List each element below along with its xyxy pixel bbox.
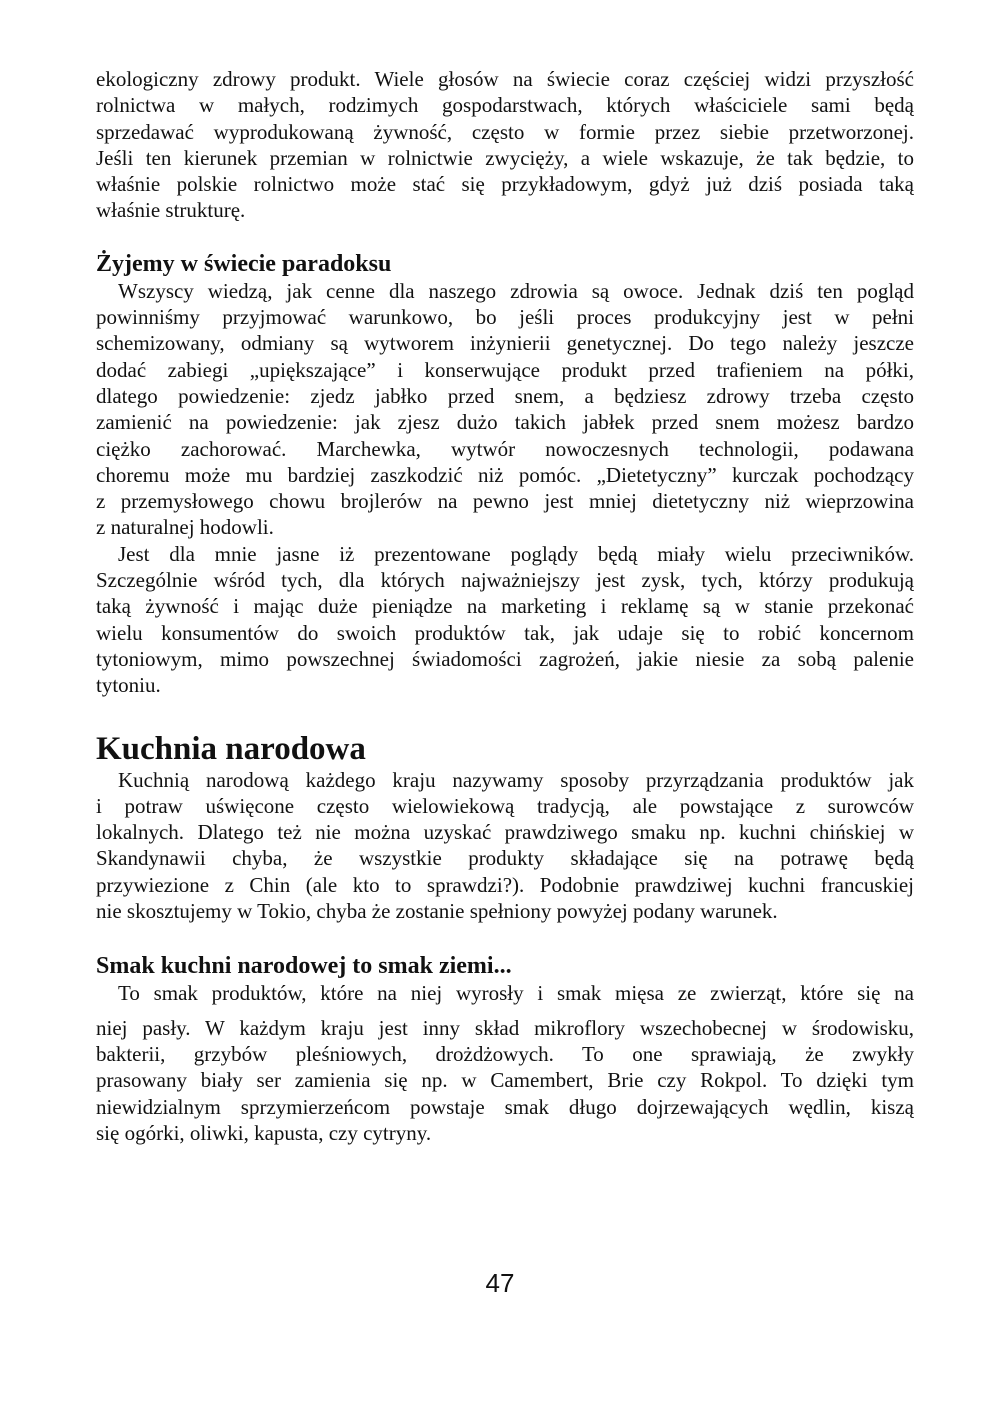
text-line: przywiezione z Chin (ale kto to sprawdzi?). Podobnie prawdziwej kuchni francuskiej <box>96 872 914 897</box>
page-number: 47 <box>485 1268 515 1298</box>
section-heading-taste-of-earth: Smak kuchni narodowej to smak ziemi... <box>96 953 512 980</box>
text-line: ciężko zachorować. Marchewka, wytwór nowoczesnych technologii, podawana <box>96 436 914 461</box>
text-line: nie skosztujemy w Tokio, chyba że zostanie spełniony powyżej podany warunek. <box>96 899 778 924</box>
text-line: schemizowany, odmiany są wytworem inżynierii genetycznej. Do tego należy jeszcze <box>96 331 914 356</box>
text-line: i potraw uświęcone często wielowiekową tradycją, ale powstające z surowców <box>96 793 914 818</box>
text-line: z przemysłowego chowu brojlerów na pewno jest mniej dietetyczny niż wieprzowina <box>96 489 914 514</box>
text-line: wielu konsumentów do swoich produktów tak, jak udaje się to robić koncernom <box>96 620 914 645</box>
text-line: sprzedawać wyprodukowaną żywność, często w formie przez siebie przetworzonej. <box>96 119 914 144</box>
text-line: Skandynawii chyba, że wszystkie produkty składające się na potrawę będą <box>96 846 914 871</box>
paradox-paragraph-2 <box>96 541 914 699</box>
text-line: z naturalnej hodowli. <box>96 515 274 540</box>
text-line: choremu może mu bardziej zaszkodzić niż pomóc. „Dietetyczny” kurczak pochodzący <box>96 462 914 487</box>
taste-of-earth-paragraph <box>96 980 914 1146</box>
text-line: bakterii, grzybów pleśniowych, drożdżowych. To one sprawiają, że zwykły <box>96 1041 914 1066</box>
section-heading-paradox: Żyjemy w świecie paradoksu <box>96 250 392 277</box>
text-line: niewidzialnym sprzymierzeńcom powstaje smak długo dojrzewających wędlin, kiszą <box>96 1094 914 1119</box>
text-line: niej pasły. W każdym kraju jest inny skład mikroflory wszechobecnej w środowisku, <box>96 1015 914 1040</box>
text-line: Kuchnią narodową każdego kraju nazywamy sposoby przyrządzania produktów jak <box>118 767 914 792</box>
text-line: dodać zabiegi „upiększające” i konserwujące produkt przed trafieniem na półki, <box>96 357 914 382</box>
text-line: rolnictwa w małych, rodzimych gospodarstwach, których właściciele sami będą <box>96 93 914 118</box>
paradox-paragraph-1 <box>96 278 914 541</box>
text-line: ekologiczny zdrowy produkt. Wiele głosów na świecie coraz częściej widzi przyszłość <box>96 67 914 91</box>
text-line: Wszyscy wiedzą, jak cenne dla naszego zdrowia są owoce. Jednak dziś ten pogląd <box>118 278 914 303</box>
section-heading-national-cuisine: Kuchnia narodowa <box>96 730 366 767</box>
text-line: powinniśmy przyjmować warunkowo, bo jeśli proces produkcyjny jest w pełni <box>96 305 914 330</box>
text-line: właśnie strukturę. <box>96 198 246 223</box>
text-line: tytoniowym, mimo powszechnej świadomości zagrożeń, jakie niesie za sobą palenie <box>96 646 914 671</box>
text-line: właśnie polskie rolnictwo może stać się przykładowym, gdyż już dziś posiada taką <box>96 172 914 197</box>
text-line: prasowany biały ser zamienia się np. w Camembert, Brie czy Rokpol. To dzięki tym <box>96 1068 914 1093</box>
text-line: tytoniu. <box>96 673 161 698</box>
intro-paragraph <box>96 66 914 224</box>
page-content <box>96 66 914 1146</box>
text-line: dlatego powiedzenie: zjedz jabłko przed snem, a będziesz zdrowy trzeba często <box>96 383 914 408</box>
text-line: To smak produktów, które na niej wyrosły i smak mięsa ze zwierząt, które się na <box>118 981 914 1006</box>
text-line: się ogórki, oliwki, kapusta, czy cytryny. <box>96 1120 432 1145</box>
text-line: Jeśli ten kierunek przemian w rolnictwie zwycięży, a wiele wskazuje, że tak będzie, to <box>96 145 914 170</box>
text-line: taką żywność i mając duże pieniądze na marketing i reklamę są w stanie przekonać <box>96 594 914 619</box>
text-line: Szczególnie wśród tych, dla których najważniejszy jest zysk, tych, którzy produkują <box>96 568 914 593</box>
text-line: zamienić na powiedzenie: jak zjesz dużo takich jabłek przed snem możesz bardzo <box>96 410 914 435</box>
national-cuisine-paragraph <box>96 767 914 925</box>
text-line: lokalnych. Dlatego też nie można uzyskać prawdziwego smaku np. kuchni chińskiej w <box>96 820 914 845</box>
text-line: Jest dla mnie jasne iż prezentowane poglądy będą miały wielu przeciwników. <box>118 541 914 566</box>
